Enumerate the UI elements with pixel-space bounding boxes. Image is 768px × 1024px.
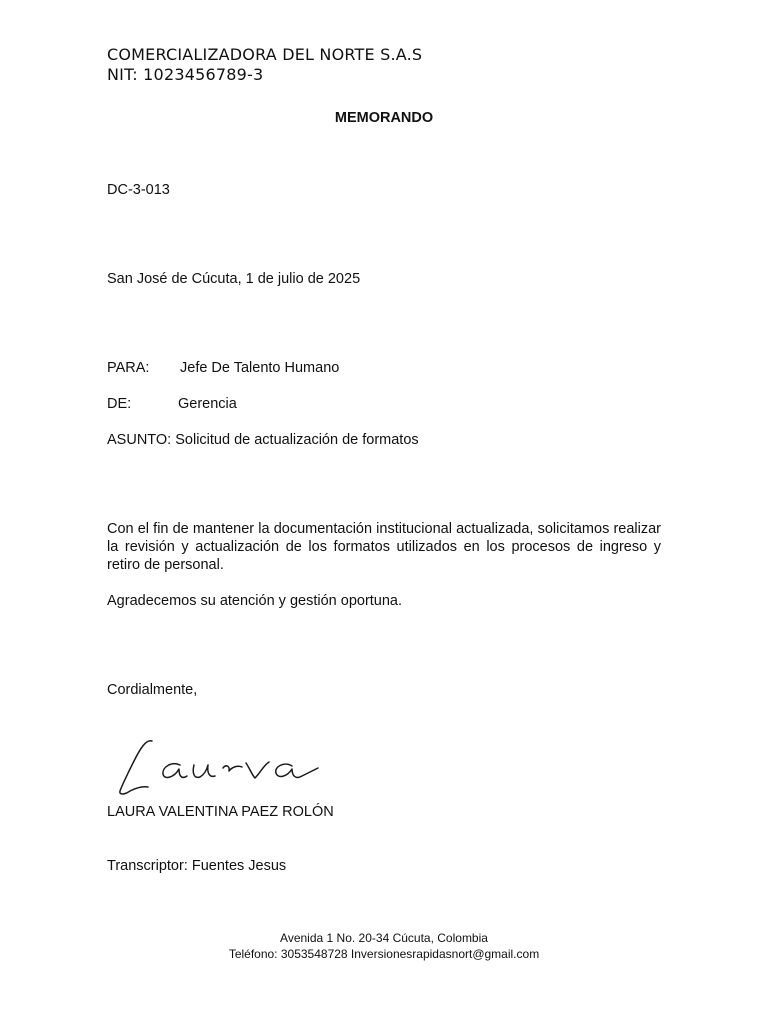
from-field (107, 395, 237, 413)
to-label: PARA: (107, 360, 150, 376)
subject-value: Solicitud de actualización de formatos (175, 432, 419, 448)
document-code: DC-3-013 (107, 182, 170, 198)
transcriber-line: Transcriptor: Fuentes Jesus (107, 858, 287, 874)
subject-field (107, 431, 419, 449)
to-value: Jefe De Talento Humano (180, 360, 340, 376)
place-date: San José de Cúcuta, 1 de julio de 2025 (107, 271, 361, 287)
to-field (107, 359, 339, 377)
footer-address: Avenida 1 No. 20-34 Cúcuta, Colombia (280, 931, 488, 945)
body-paragraph-2: Agradecemos su atención y gestión oportuna. (107, 593, 403, 609)
footer-contact: Teléfono: 3053548728 Inversionesrapidasnort@gmail.com (228, 947, 540, 961)
company-name: COMERCIALIZADORA DEL NORTE S.A.S (107, 45, 423, 64)
subject-label: ASUNTO: (107, 432, 172, 448)
closing-salutation: Cordialmente, (107, 682, 198, 698)
company-header (107, 45, 422, 85)
handwritten-signature (108, 733, 344, 803)
from-label: DE: (107, 396, 132, 412)
from-value: Gerencia (178, 396, 237, 412)
signer-name: LAURA VALENTINA PAEZ ROLÓN (107, 804, 334, 820)
document-title: MEMORANDO (334, 110, 434, 126)
company-nit: NIT: 1023456789-3 (107, 65, 264, 84)
body-paragraph-1: Con el fin de mantener la documentación institucional actualizada, solicitamos realizar la revisión y actualización de los formatos utilizados en los procesos de ingreso y retiro de personal. (107, 521, 661, 573)
